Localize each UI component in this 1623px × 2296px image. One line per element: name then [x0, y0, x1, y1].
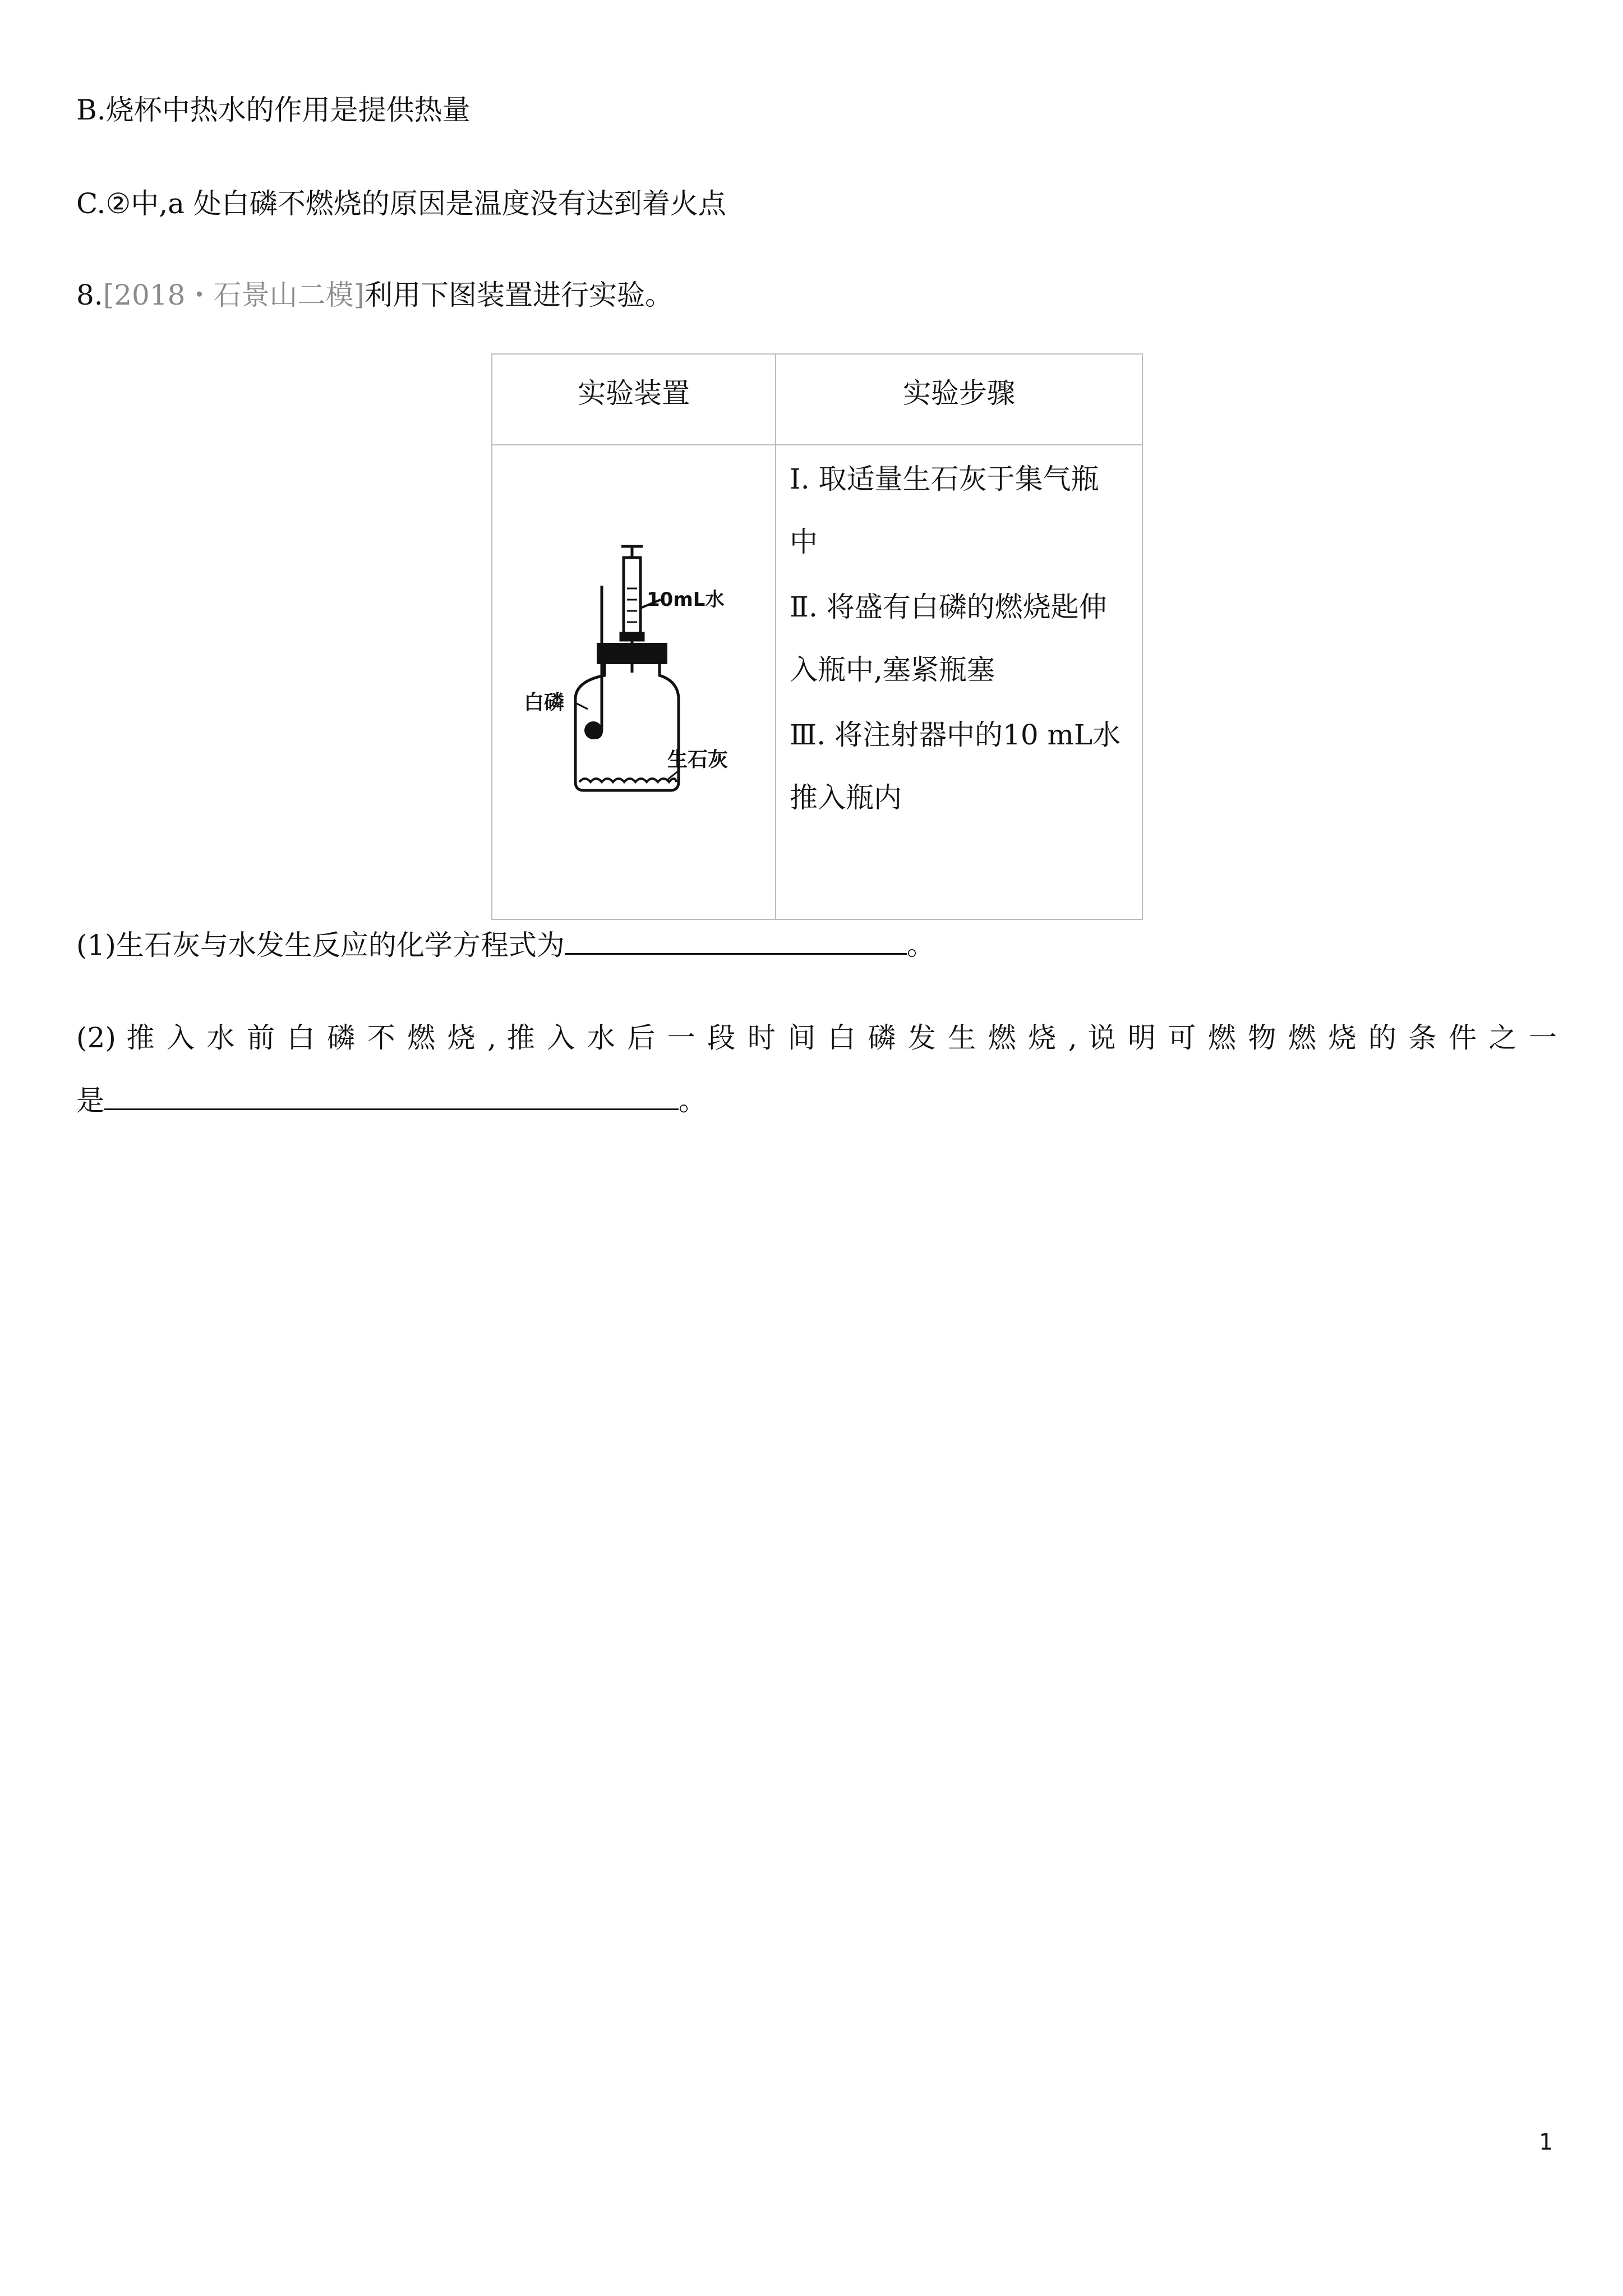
question-source: [2018・石景山二模] — [103, 279, 365, 311]
page-number: 1 — [1539, 2129, 1553, 2155]
question-2-end: 。 — [679, 1084, 707, 1117]
step-1-line-1: Ⅰ. 取适量生石灰于集气瓶 — [790, 463, 1099, 495]
steps-cell — [776, 445, 1142, 919]
question-2-answer-blank[interactable] — [104, 1084, 679, 1110]
header-apparatus: 实验装置 — [578, 377, 690, 409]
step-3-line-2: 推入瓶内 — [790, 781, 902, 814]
question-text: 利用下图装置进行实验。 — [364, 279, 673, 311]
label-water: 10mL水 — [647, 588, 725, 611]
label-phosphorus: 白磷 — [524, 691, 565, 714]
apparatus-diagram — [492, 445, 776, 912]
experiment-table — [491, 353, 1143, 920]
question-2-line-1: (2) 推 入 水 前 白 磷 不 燃 烧 , 推 入 水 后 一 段 时 间 白 磷 发 生 燃 烧 , 说 明 可 燃 物 燃 烧 的 条 件 之 一 — [76, 1022, 1557, 1054]
phosphorus-leader-line — [577, 703, 588, 709]
question-1-end: 。 — [906, 929, 935, 961]
option-b: B.烧杯中热水的作用是提供热量 — [76, 94, 471, 126]
header-steps-cell — [776, 354, 1142, 445]
rubber-stopper — [597, 643, 667, 664]
quicklime — [579, 779, 676, 782]
header-apparatus-cell — [492, 354, 776, 445]
step-1-line-2: 中 — [790, 526, 818, 558]
label-quicklime: 生石灰 — [667, 748, 728, 771]
question-1 — [76, 928, 935, 962]
question-1-text: (1)生石灰与水发生反应的化学方程式为 — [76, 929, 565, 961]
header-steps: 实验步骤 — [903, 377, 1015, 409]
white-phosphorus-spoon — [584, 721, 602, 739]
apparatus-cell — [492, 445, 776, 919]
question-2-start: 是 — [76, 1084, 104, 1117]
question-1-answer-blank[interactable] — [565, 928, 907, 955]
step-3-line-1: Ⅲ. 将注射器中的10 mL水 — [790, 719, 1121, 751]
question-number: 8. — [76, 279, 103, 311]
option-c: C.②中,a 处白磷不燃烧的原因是温度没有达到着火点 — [76, 187, 726, 220]
question-2-line-2 — [76, 1084, 707, 1117]
step-2-line-2: 入瓶中,塞紧瓶塞 — [790, 654, 995, 686]
step-2-line-1: Ⅱ. 将盛有白磷的燃烧匙伸 — [790, 591, 1107, 623]
question-8-stem — [76, 278, 673, 312]
